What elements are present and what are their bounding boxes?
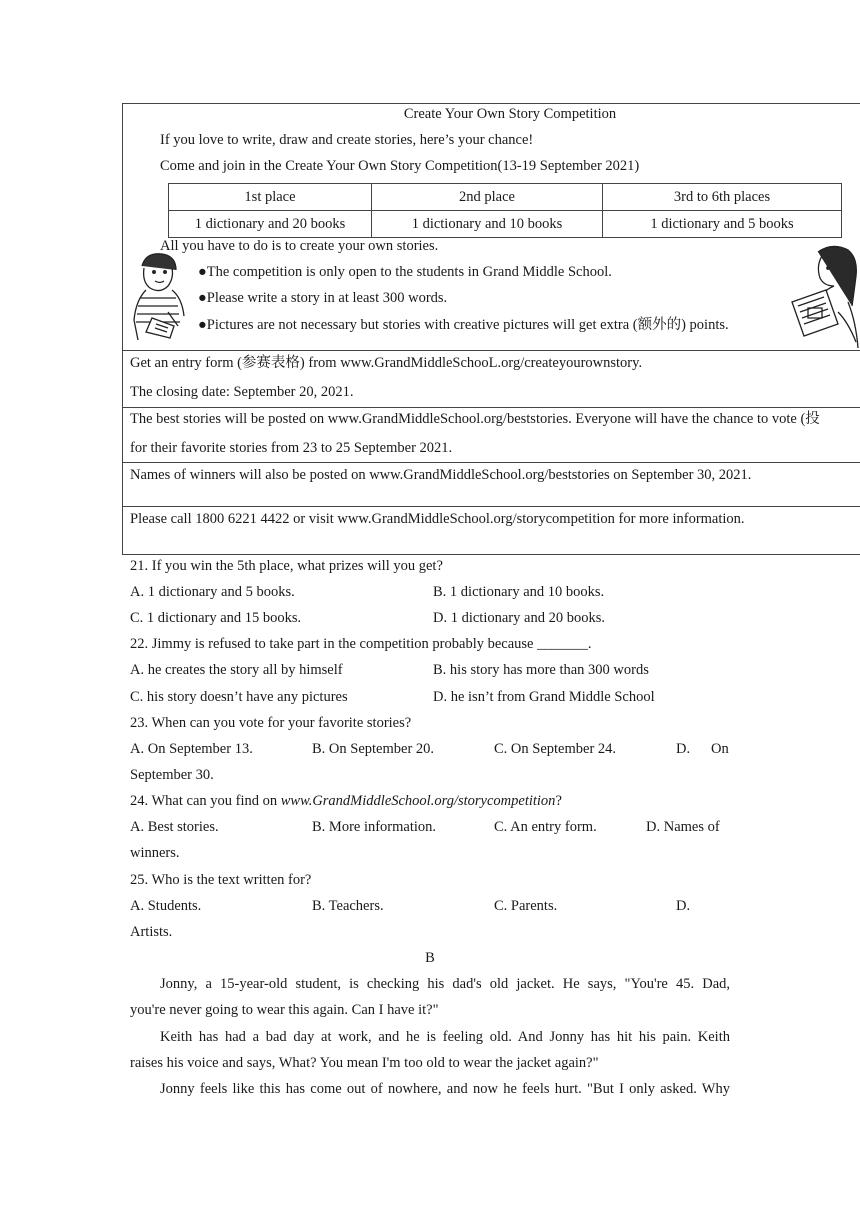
q24-stem-url: www.GrandMiddleSchool.org/storycompetition [280,793,556,809]
q22-stem: 22. Jimmy is refused to take part in the competition probably because _______. [130,636,592,652]
q22-option-c: C. his story doesn’t have any pictures [130,689,348,705]
q23-option-a: A. On September 13. [130,741,253,757]
q25-option-b: B. Teachers. [312,898,384,914]
q23-stem: 23. When can you vote for your favorite stories? [130,715,412,731]
passage-b-label: B [425,950,435,966]
q24-stem-prefix: 24. What can you find on [130,793,281,809]
q24-option-d-continued: winners. [130,845,180,861]
prize-value-3rd-6th: 1 dictionary and 5 books [603,211,842,238]
q23-option-d-text: On [711,741,729,757]
prize-header-2nd: 2nd place [372,184,603,211]
q24-stem [130,788,562,814]
prize-table [168,183,842,238]
q25-option-d: D. [676,898,691,914]
prize-value-2nd: 1 dictionary and 10 books [372,211,603,238]
prize-header-3rd-6th: 3rd to 6th places [603,184,842,211]
passage-b-p3-line1: Jonny feels like this has come out of nowhere, and now he feels hurt. "But I only asked. Why [160,1081,730,1097]
q24-option-d: D. Names of [646,819,720,835]
passage-b-p2-line1: Keith has had a bad day at work, and he is feeling old. And Jonny has hit his pain. Keith [160,1029,730,1045]
q25-option-a: A. Students. [130,898,202,914]
rule-2: ●Please write a story in at least 300 words. [198,290,448,306]
ad-intro: If you love to write, draw and create stories, here’s your chance! [160,132,534,148]
q23-option-c: C. On September 24. [494,741,617,757]
boy-writing-illustration [128,248,190,348]
ad-join: Come and join in the Create Your Own Story Competition(13-19 September 2021) [160,158,640,174]
ad-winners: Names of winners will also be posted on www.GrandMiddleSchool.org/beststories on September 30, 2021. [130,467,752,483]
rule-3: ●Pictures are not necessary but stories with creative pictures will get extra (额外的) points. [198,317,729,333]
ad-entry-form: Get an entry form (参赛表格) from www.GrandMiddleSchooL.org/createyourownstory. [130,355,643,371]
rule-1: ●The competition is only open to the students in Grand Middle School. [198,264,612,280]
q23-option-b: B. On September 20. [312,741,435,757]
ad-todo: All you have to do is to create your own stories. [160,238,439,254]
q21-option-c: C. 1 dictionary and 15 books. [130,610,302,626]
q25-option-d-continued: Artists. [130,924,173,940]
q22-option-d: D. he isn’t from Grand Middle School [433,689,655,705]
prize-header-1st: 1st place [169,184,372,211]
q25-stem: 25. Who is the text written for? [130,872,312,888]
q25-option-c: C. Parents. [494,898,558,914]
passage-b-p1-line2: you're never going to wear this again. Can I have it?" [130,1002,439,1018]
q24-stem-suffix: ? [555,793,562,809]
ad-vote-line-1: The best stories will be posted on www.GrandMiddleSchool.org/beststories. Everyone will have the chance to vote (投 [130,411,820,427]
ad-contact: Please call 1800 6221 4422 or visit www.GrandMiddleSchool.org/storycompetition for more information. [130,511,745,527]
q24-option-c: C. An entry form. [494,819,597,835]
q22-option-a: A. he creates the story all by himself [130,662,343,678]
q21-option-b: B. 1 dictionary and 10 books. [433,584,605,600]
prize-header-row [169,184,842,211]
ad-vote-line-2: for their favorite stories from 23 to 25 September 2021. [130,440,453,456]
q22-option-b: B. his story has more than 300 words [433,662,649,678]
ad-closing-date: The closing date: September 20, 2021. [130,384,354,400]
passage-b-p2-line2: raises his voice and says, What? You mean I'm too old to wear the jacket again?" [130,1055,599,1071]
ad-title: Create Your Own Story Competition [403,106,617,122]
q21-option-a: A. 1 dictionary and 5 books. [130,584,295,600]
q24-option-b: B. More information. [312,819,437,835]
prize-value-1st: 1 dictionary and 20 books [169,211,372,238]
q23-option-d-letter: D. [676,741,691,757]
girl-reading-illustration [788,242,860,350]
q21-stem: 21. If you win the 5th place, what prizes will you get? [130,558,443,574]
q23-option-d-continued: September 30. [130,767,214,783]
passage-b-p1-line1: Jonny, a 15-year-old student, is checking his dad's old jacket. He says, "You're 45. Dad, [160,976,730,992]
q24-option-a: A. Best stories. [130,819,219,835]
q21-option-d: D. 1 dictionary and 20 books. [433,610,605,626]
